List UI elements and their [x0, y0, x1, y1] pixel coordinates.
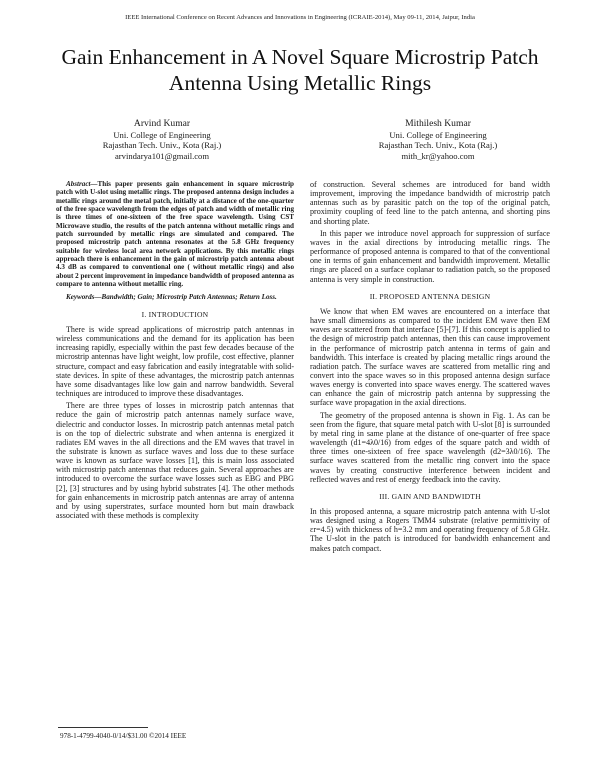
intro-paragraph-4: In this paper we introduce novel approach for suppression of surface waves in the axial directions by introducing metallic rings. The performance of proposed antenna is compared to that of the conventional one in terms of gain enhancement and bandwidth improvement. Metallic rings are placed on a surface coplanar to radiation patch, so the proposed antenna is very simple in construction. [310, 228, 550, 284]
right-column [310, 180, 550, 556]
copyright-notice: 978-1-4799-4040-0/14/$31.00 ©2014 IEEE [60, 732, 187, 740]
author-1 [62, 119, 262, 161]
author-inst: Rajasthan Tech. Univ., Kota (Raj.) [102, 140, 222, 150]
section-heading-introduction: I. INTRODUCTION [141, 309, 209, 319]
design-paragraph-2: The geometry of the proposed antenna is shown in Fig. 1. As can be seen from the figure, that square metal patch with U-slot [8] is surrounded by metal ring in same plane at the distance of one-quarter of free space wavelength (d1=4λ0/16) from edges of the square patch and width of three times one-sixteen of free space wavelength (d2=3λ0/16). The surface waves scattered from the metallic ring convert into the space waves by creating constructive interference between incident and reflected waves and rest of energy feedback into the cavity. [310, 410, 550, 484]
footnote-rule [58, 727, 148, 728]
author-inst: Rajasthan Tech. Univ., Kota (Raj.) [378, 140, 498, 150]
author-dept: Uni. College of Engineering [389, 129, 487, 140]
author-2 [338, 119, 538, 161]
abstract-label: Abstract— [66, 180, 98, 188]
keywords-text: Bandwidth; Gain; Microstrip Patch Antennas; Return Loss. [101, 293, 277, 302]
intro-paragraph-2: There are three types of losses in microstrip patch antennas that reduce the gain of microstrip patch antennas namely surface wave, dielectric and conductor losses. In microstrip patch antennas metal patch is on the top of dielectric substrate and when antenna is energized it radiates EM waves in the all directions and the EM waves that travel in the substrate is known as surface waves and loss due to these surface wave is known as surface wave losses [1], this is main loss associated with microstrip patch antennas that reduces gain. Several approaches are introduced to overcome the surface wave losses such as EBG and PBG [2], [3] structures and by using hybrid substrates [4]. The other methods for gain enhancements in microstrip patch antennas are array of antenna and by using superstrates, surface mounted horn but main drawback associated with these methods is complexity [56, 401, 294, 521]
author-block [62, 119, 538, 161]
conference-header: IEEE International Conference on Recent Advances and Innovations in Engineering (ICRAIE-2014), May 09-11, 2014, Jaipur, India [125, 14, 475, 21]
intro-paragraph-3: of construction. Several schemes are introduced for band width improvement, improving the impedance bandwidth of microstrip patch antennas such as by parasitic patch on the top of the original patch, proximity coupling of feed line to the patch antenna, and shorting pins and shorting plate. [310, 180, 550, 226]
section-heading-design: II. PROPOSED ANTENNA DESIGN [369, 291, 491, 301]
author-email: arvindarya101@gmail.com [114, 150, 210, 161]
design-paragraph-1: We know that when EM waves are encountered on a interface that have small dimensions as compared to the incident EM wave then EM waves are scattered from that interface [5]-[7]. If this concept is applied to the design of microstrip patch antennas, then this can cause improvement in the performance of microstrip patch antenna in terms of gain and bandwidth. This interface is created by placing metallic rings around the radiation patch. The surface waves are scattered from metallic ring and convert into the space waves so in this proposed antenna design surface waves energy is converted into space waves energy. The scattered waves can enhance the gain of microstrip patch antenna by suppressing the surface wave propagation in the axial directions. [310, 306, 550, 408]
abstract-text: This paper presents gain enhancement in square microstrip patch with U-slot using metallic rings. The proposed antenna design includes a metallic rings around the metal patch, initially at a distance of the one-quarter of the free space wavelength from the edges of patch and width of metallic ring is three times of one-sixteen of the free space wavelength. Using CST Microwave studio, the results of the patch antenna without metallic rings and patch surrounded by metallic rings are simulated and compared. The proposed microstrip patch antenna resonates at the 5.8 GHz frequency suitable for wireless local area network applications. By this metallic rings approach there is enhancement in the gain of microstrip patch antenna about 4.3 dB as compared to conventional one ( without metallic rings) and also about 2 percent improvement in impedance bandwidth of proposed antenna as compare to antenna without metallic ring. [56, 180, 294, 289]
keywords [56, 293, 294, 301]
author-email: mith_kr@yahoo.com [401, 150, 475, 161]
author-dept: Uni. College of Engineering [113, 129, 211, 140]
keywords-label: Keywords— [66, 293, 102, 302]
section-heading-gain: III. GAIN AND BANDWIDTH [379, 491, 481, 501]
left-column [56, 180, 294, 523]
paper-title: Gain Enhancement in A Novel Square Microstrip Patch Antenna Using Metallic Rings [61, 45, 539, 95]
intro-paragraph-1: There is wide spread applications of microstrip patch antennas in wireless communications and the demand for its application has been increasing rapidly, especially within the past few decades because of the microstrip antennas have light weight, low profile, cost effective, planner structure, compact and easy fabrication and easily integratable with solid-state devices. In spite of these advantages, the microstrip patch antennas have some disadvantages like low gain and narrow bandwidth. Several techniques are introduced to improve these disadvantages. [56, 324, 294, 399]
author-name: Mithilesh Kumar [405, 118, 471, 129]
author-name: Arvind Kumar [133, 118, 191, 129]
gain-paragraph-1: In this proposed antenna, a square microstrip patch antenna with U-slot was designed using a Rogers TMM4 substrate (relative permittivity of εr=4.5) with thickness of h=3.2 mm and operating frequency of 5.8 GHz. The U-slot in the patch is introduced for bandwidth enhancement and makes patch compact. [310, 507, 550, 553]
abstract [56, 180, 294, 288]
